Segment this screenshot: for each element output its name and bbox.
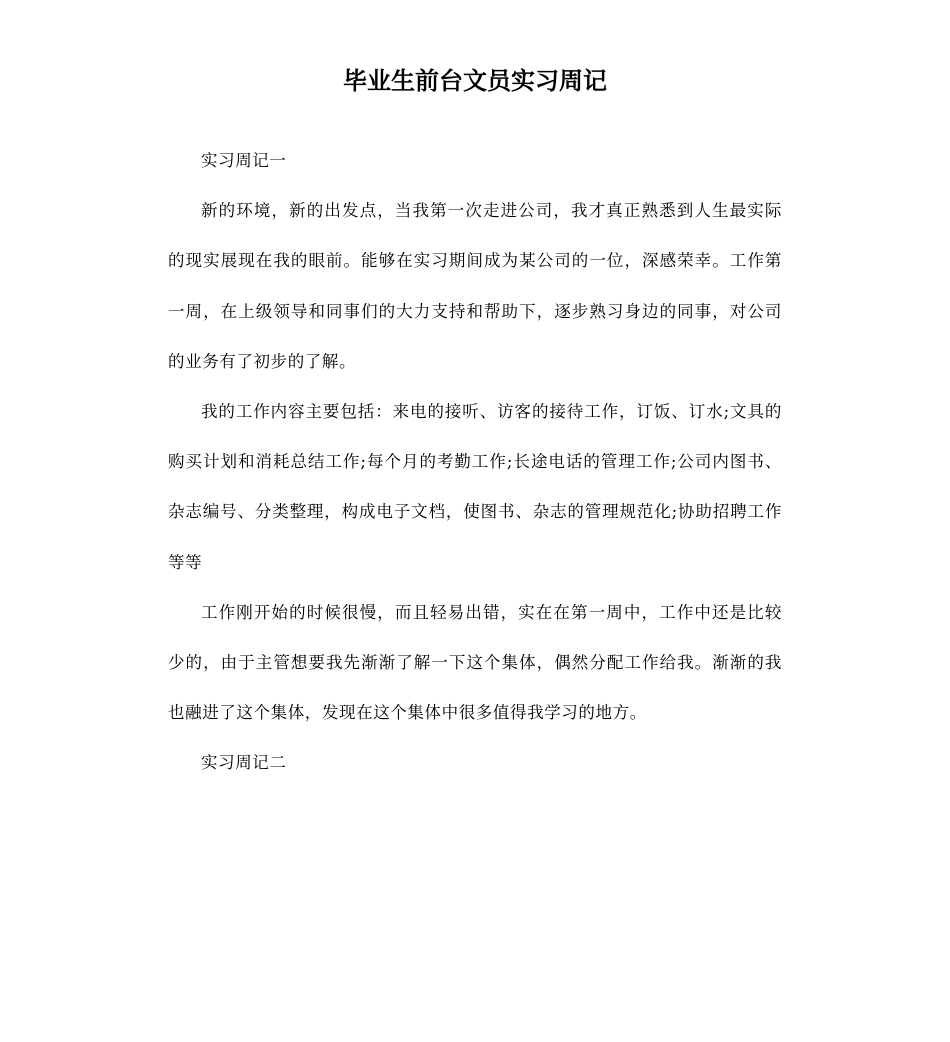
page-title: 毕业生前台文员实习周记 — [343, 67, 607, 95]
paragraph-duties: 我的工作内容主要包括：来电的接听、访客的接待工作，订饭、订水;文具的购买计划和消耗总结工作;每个月的考勤工作;长途电话的管理工作;公司内图书、杂志编号、分类整理，构成电子文档，使图书、杂志的管理规范化;协助招聘工作等等 — [168, 402, 782, 572]
paragraph-intro: 新的环境，新的出发点，当我第一次走进公司，我才真正熟悉到人生最实际的现实展现在我的眼前。能够在实习期间成为某公司的一位，深感荣幸。工作第一周，在上级领导和同事们的大力支持和帮助下，逐步熟习身边的同事，对公司的业务有了初步的了解。 — [168, 201, 782, 371]
section-heading-week-1: 实习周记一 — [201, 151, 287, 170]
document-body — [168, 136, 782, 789]
paragraph-reflection: 工作刚开始的时候很慢，而且轻易出错，实在在第一周中，工作中还是比较少的，由于主管想要我先渐渐了解一下这个集体，偶然分配工作给我。渐渐的我也融进了这个集体，发现在这个集体中很多值得我学习的地方。 — [168, 602, 782, 723]
section-heading-week-2: 实习周记二 — [201, 753, 287, 773]
